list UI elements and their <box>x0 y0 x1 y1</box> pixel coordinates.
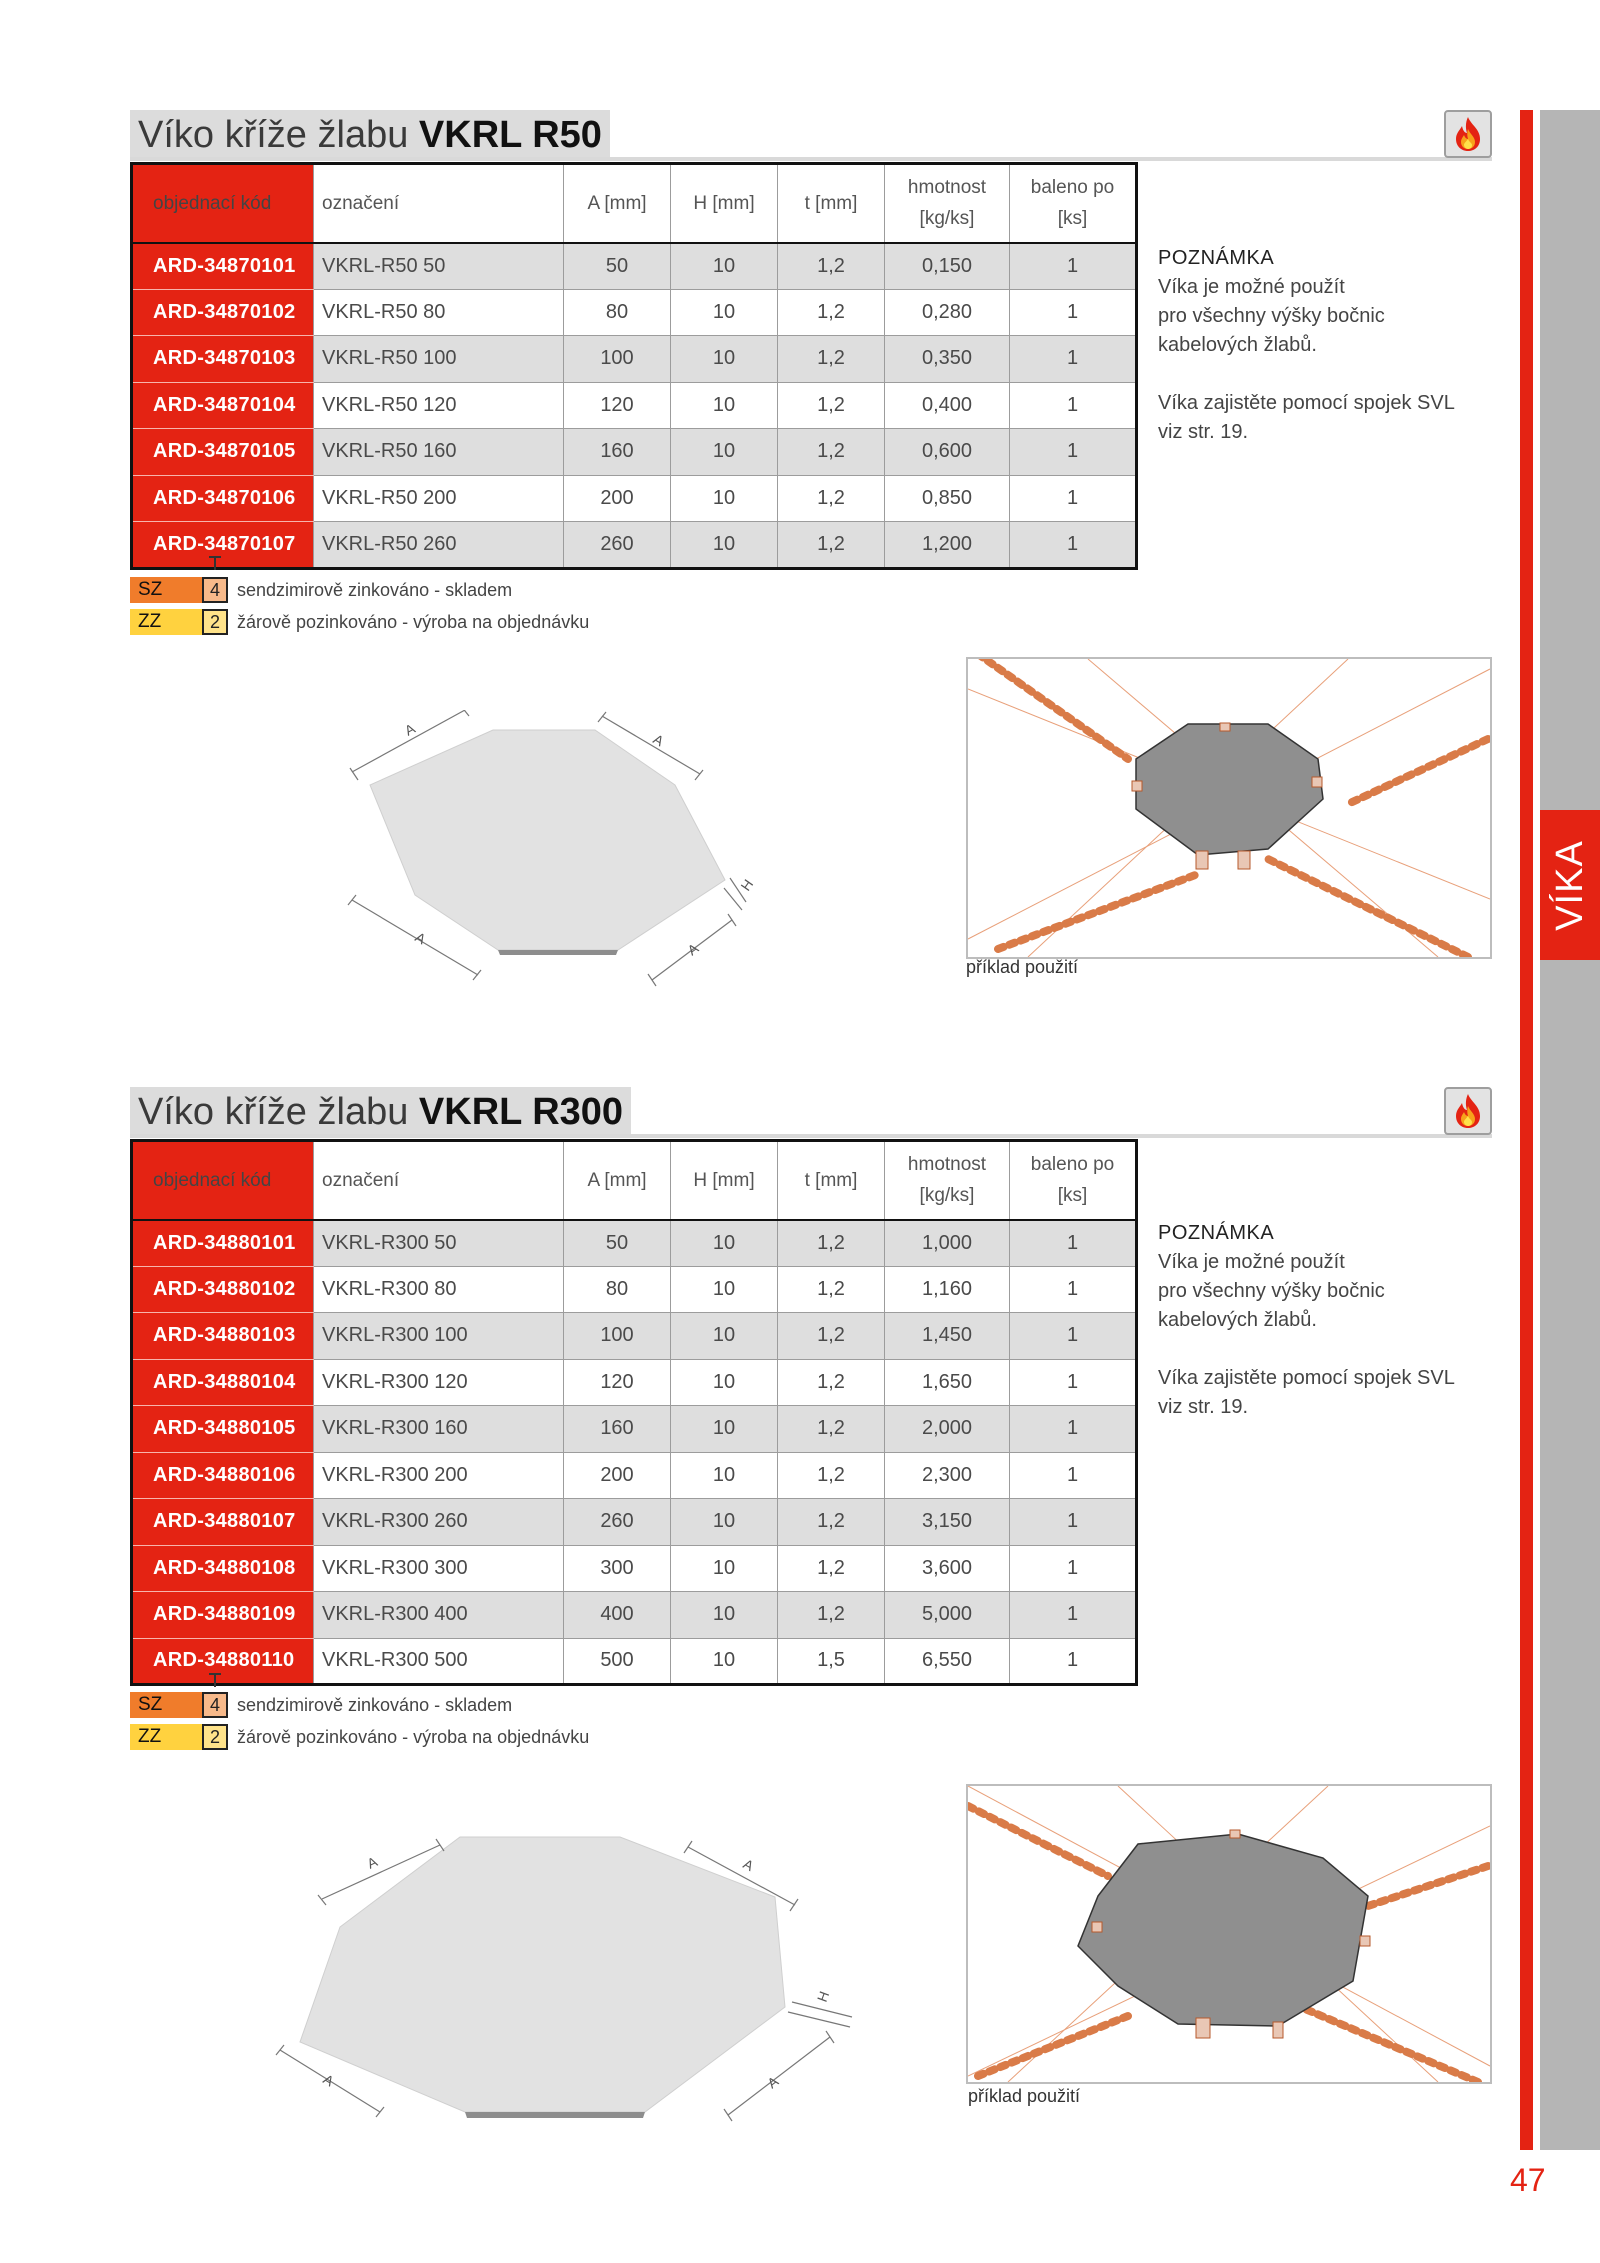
legend-sz <box>130 1692 512 1718</box>
cell-pack: 1 <box>1010 1545 1137 1592</box>
note-line: Víka zajistěte pomocí spojek SVL <box>1158 392 1455 414</box>
cell-name: VKRL-R300 120 <box>314 1359 564 1406</box>
dim-label-h: H <box>813 1989 833 2005</box>
cell-pack: 1 <box>1010 336 1137 383</box>
cell-t: 1,2 <box>778 522 885 569</box>
cell-pack: 1 <box>1010 243 1137 290</box>
col-header-weight: hmotnost [kg/ks] <box>885 164 1010 243</box>
side-grey-bar <box>1540 110 1600 2150</box>
cell-t: 1,2 <box>778 1406 885 1453</box>
legend-sz-key: SZ <box>130 1692 203 1718</box>
col-header-name: označení <box>314 164 564 243</box>
cell-h: 10 <box>671 1499 778 1546</box>
col-header-a: A [mm] <box>564 164 671 243</box>
cell-h: 10 <box>671 1592 778 1639</box>
cell-pack: 1 <box>1010 1313 1137 1360</box>
cell-t: 1,2 <box>778 1592 885 1639</box>
cell-pack: 1 <box>1010 1638 1137 1685</box>
dim-label-a: A <box>684 939 702 959</box>
table-row[interactable] <box>132 1638 1137 1685</box>
legend-zz-key: ZZ <box>130 1724 203 1750</box>
cell-t: 1,2 <box>778 1499 885 1546</box>
dim-label-a: A <box>650 730 667 750</box>
cell-t: 1,5 <box>778 1638 885 1685</box>
cell-code: ARD-34870104 <box>132 382 314 429</box>
cell-t: 1,2 <box>778 429 885 476</box>
cell-code: ARD-34880105 <box>132 1406 314 1453</box>
cell-h: 10 <box>671 243 778 290</box>
cell-h: 10 <box>671 1313 778 1360</box>
legend-zz-stock: 2 <box>202 1724 228 1750</box>
usage-example-image <box>966 1784 1492 2084</box>
cell-code: ARD-34880102 <box>132 1266 314 1313</box>
note-line: pro všechny výšky bočnic <box>1158 1280 1385 1302</box>
col-header-pack: baleno po [ks] <box>1010 164 1137 243</box>
cell-t: 1,2 <box>778 1313 885 1360</box>
cell-weight: 1,650 <box>885 1359 1010 1406</box>
side-accent-bar <box>1520 110 1533 2150</box>
cell-code: ARD-34880108 <box>132 1545 314 1592</box>
note-line: Víka zajistěte pomocí spojek SVL <box>1158 1367 1455 1389</box>
cell-t: 1,2 <box>778 475 885 522</box>
table-header-row <box>132 1141 1137 1220</box>
usage-example-image <box>966 657 1492 959</box>
cell-code: ARD-34880110 <box>132 1638 314 1685</box>
cell-a: 50 <box>564 1220 671 1267</box>
cell-pack: 1 <box>1010 1359 1137 1406</box>
table-row[interactable] <box>132 1592 1137 1639</box>
cell-h: 10 <box>671 382 778 429</box>
cell-a: 50 <box>564 243 671 290</box>
photo-caption: příklad použití <box>966 957 1079 977</box>
cell-name: VKRL-R300 160 <box>314 1406 564 1453</box>
cell-h: 10 <box>671 1452 778 1499</box>
photo-caption: příklad použití <box>968 2086 1081 2106</box>
cell-code: ARD-34880103 <box>132 1313 314 1360</box>
cell-code: ARD-34870101 <box>132 243 314 290</box>
table-row[interactable] <box>132 1406 1137 1453</box>
cell-weight: 0,150 <box>885 243 1010 290</box>
cell-pack: 1 <box>1010 429 1137 476</box>
side-tab-label: VÍKA <box>1548 839 1591 931</box>
cell-pack: 1 <box>1010 1592 1137 1639</box>
legend-marker <box>214 1673 216 1687</box>
cover-technical-drawing <box>270 1827 870 2147</box>
dim-label-a: A <box>364 1853 380 1872</box>
cell-h: 10 <box>671 475 778 522</box>
cell-a: 80 <box>564 289 671 336</box>
table-row[interactable] <box>132 475 1137 522</box>
section-vkrl-r50 <box>0 110 1520 1010</box>
cell-weight: 0,280 <box>885 289 1010 336</box>
note-line: pro všechny výšky bočnic <box>1158 305 1385 327</box>
legend-zz-key: ZZ <box>130 609 203 635</box>
cell-name: VKRL-R50 160 <box>314 429 564 476</box>
cell-name: VKRL-R300 260 <box>314 1499 564 1546</box>
table-header-row <box>132 164 1137 243</box>
cell-name: VKRL-R300 300 <box>314 1545 564 1592</box>
cell-code: ARD-34870105 <box>132 429 314 476</box>
cover-technical-drawing <box>330 710 800 1010</box>
cell-name: VKRL-R300 50 <box>314 1220 564 1267</box>
fire-icon <box>1444 1087 1492 1135</box>
cell-name: VKRL-R50 50 <box>314 243 564 290</box>
cell-pack: 1 <box>1010 522 1137 569</box>
title-underline <box>130 157 1492 161</box>
cell-a: 200 <box>564 475 671 522</box>
cell-t: 1,2 <box>778 336 885 383</box>
cell-name: VKRL-R50 100 <box>314 336 564 383</box>
cell-name: VKRL-R50 80 <box>314 289 564 336</box>
cell-t: 1,2 <box>778 243 885 290</box>
cell-weight: 2,000 <box>885 1406 1010 1453</box>
cell-a: 300 <box>564 1545 671 1592</box>
cell-code: ARD-34880106 <box>132 1452 314 1499</box>
cell-name: VKRL-R300 100 <box>314 1313 564 1360</box>
side-tab-vika[interactable] <box>1540 810 1600 960</box>
table-row[interactable] <box>132 382 1137 429</box>
product-table <box>130 1139 1138 1686</box>
note-title: POZNÁMKA <box>1158 1222 1275 1244</box>
dim-label-h: H <box>737 876 757 894</box>
cell-a: 120 <box>564 1359 671 1406</box>
cell-h: 10 <box>671 1220 778 1267</box>
col-header-code: objednací kód <box>132 164 314 243</box>
cell-pack: 1 <box>1010 1452 1137 1499</box>
table-row[interactable] <box>132 1359 1137 1406</box>
cell-t: 1,2 <box>778 1452 885 1499</box>
cell-code: ARD-34880104 <box>132 1359 314 1406</box>
cell-a: 120 <box>564 382 671 429</box>
col-header-t: t [mm] <box>778 1141 885 1220</box>
cell-t: 1,2 <box>778 1266 885 1313</box>
legend-marker <box>214 556 216 570</box>
note-line: viz str. 19. <box>1158 421 1249 443</box>
cell-h: 10 <box>671 1638 778 1685</box>
note-line: viz str. 19. <box>1158 1396 1249 1418</box>
cell-t: 1,2 <box>778 1359 885 1406</box>
cell-name: VKRL-R300 80 <box>314 1266 564 1313</box>
legend-sz-stock: 4 <box>202 1692 228 1718</box>
cell-name: VKRL-R50 260 <box>314 522 564 569</box>
cell-a: 500 <box>564 1638 671 1685</box>
cell-weight: 1,450 <box>885 1313 1010 1360</box>
legend-sz-desc: sendzimirově zinkováno - skladem <box>237 579 513 600</box>
legend-sz-key: SZ <box>130 577 203 603</box>
table-row[interactable] <box>132 522 1137 569</box>
table-row[interactable] <box>132 429 1137 476</box>
cell-weight: 0,600 <box>885 429 1010 476</box>
col-header-h: H [mm] <box>671 1141 778 1220</box>
section-vkrl-r300 <box>0 1087 1520 2147</box>
page-number: 47 <box>1510 2162 1546 2198</box>
dim-label-a: A <box>320 2070 337 2090</box>
cell-weight: 0,400 <box>885 382 1010 429</box>
cell-name: VKRL-R300 500 <box>314 1638 564 1685</box>
cell-weight: 3,150 <box>885 1499 1010 1546</box>
col-header-pack: baleno po [ks] <box>1010 1141 1137 1220</box>
cell-name: VKRL-R50 200 <box>314 475 564 522</box>
table-row[interactable] <box>132 1266 1137 1313</box>
legend-zz-desc: žárově pozinkováno - výroba na objednávku <box>237 1726 590 1747</box>
cell-code: ARD-34870107 <box>132 522 314 569</box>
note-block <box>1158 1219 1498 1422</box>
table-row[interactable] <box>132 243 1137 290</box>
note-title: POZNÁMKA <box>1158 247 1275 269</box>
table-row[interactable] <box>132 289 1137 336</box>
cell-code: ARD-34870103 <box>132 336 314 383</box>
table-row[interactable] <box>132 1499 1137 1546</box>
cell-h: 10 <box>671 336 778 383</box>
dim-label-a: A <box>401 720 418 739</box>
cell-weight: 1,160 <box>885 1266 1010 1313</box>
cell-pack: 1 <box>1010 1220 1137 1267</box>
cell-a: 160 <box>564 1406 671 1453</box>
cell-a: 400 <box>564 1592 671 1639</box>
table-row[interactable] <box>132 1313 1137 1360</box>
cell-h: 10 <box>671 429 778 476</box>
cell-pack: 1 <box>1010 1499 1137 1546</box>
col-header-h: H [mm] <box>671 164 778 243</box>
cell-weight: 2,300 <box>885 1452 1010 1499</box>
cell-t: 1,2 <box>778 1220 885 1267</box>
cell-code: ARD-34870106 <box>132 475 314 522</box>
section-title: Víko kříže žlabu VKRL R300 <box>130 1087 631 1135</box>
table-row[interactable] <box>132 1220 1137 1267</box>
col-header-a: A [mm] <box>564 1141 671 1220</box>
cell-code: ARD-34880107 <box>132 1499 314 1546</box>
cell-weight: 1,200 <box>885 522 1010 569</box>
cell-h: 10 <box>671 1406 778 1453</box>
table-row[interactable] <box>132 1545 1137 1592</box>
cell-a: 100 <box>564 336 671 383</box>
col-header-weight: hmotnost [kg/ks] <box>885 1141 1010 1220</box>
note-line: kabelových žlabů. <box>1158 1309 1317 1331</box>
cell-a: 260 <box>564 1499 671 1546</box>
cell-a: 160 <box>564 429 671 476</box>
table-row[interactable] <box>132 1452 1137 1499</box>
cell-pack: 1 <box>1010 475 1137 522</box>
note-block <box>1158 244 1498 447</box>
cell-weight: 5,000 <box>885 1592 1010 1639</box>
cell-a: 200 <box>564 1452 671 1499</box>
cell-code: ARD-34870102 <box>132 289 314 336</box>
legend-zz-stock: 2 <box>202 609 228 635</box>
col-header-name: označení <box>314 1141 564 1220</box>
cell-t: 1,2 <box>778 1545 885 1592</box>
title-underline <box>130 1134 1492 1138</box>
legend-zz <box>130 1724 589 1750</box>
cell-h: 10 <box>671 522 778 569</box>
table-row[interactable] <box>132 336 1137 383</box>
note-line: Víka je možné použít <box>1158 276 1345 298</box>
cell-t: 1,2 <box>778 382 885 429</box>
cell-weight: 3,600 <box>885 1545 1010 1592</box>
note-line: kabelových žlabů. <box>1158 334 1317 356</box>
legend-zz-desc: žárově pozinkováno - výroba na objednávku <box>237 611 590 632</box>
dim-label-a: A <box>764 2072 782 2092</box>
cell-h: 10 <box>671 1359 778 1406</box>
cell-h: 10 <box>671 289 778 336</box>
dim-label-a: A <box>412 928 429 948</box>
cell-weight: 1,000 <box>885 1220 1010 1267</box>
cell-pack: 1 <box>1010 289 1137 336</box>
cell-pack: 1 <box>1010 1406 1137 1453</box>
legend-sz-desc: sendzimirově zinkováno - skladem <box>237 1694 513 1715</box>
cell-t: 1,2 <box>778 289 885 336</box>
cell-name: VKRL-R300 200 <box>314 1452 564 1499</box>
col-header-t: t [mm] <box>778 164 885 243</box>
cell-weight: 6,550 <box>885 1638 1010 1685</box>
legend-zz <box>130 609 589 635</box>
fire-icon <box>1444 110 1492 158</box>
cell-name: VKRL-R50 120 <box>314 382 564 429</box>
cell-name: VKRL-R300 400 <box>314 1592 564 1639</box>
cell-h: 10 <box>671 1545 778 1592</box>
product-table <box>130 162 1138 570</box>
cell-a: 260 <box>564 522 671 569</box>
cell-weight: 0,850 <box>885 475 1010 522</box>
cell-a: 80 <box>564 1266 671 1313</box>
section-title: Víko kříže žlabu VKRL R50 <box>130 110 610 158</box>
cell-code: ARD-34880109 <box>132 1592 314 1639</box>
cell-h: 10 <box>671 1266 778 1313</box>
cell-a: 100 <box>564 1313 671 1360</box>
cell-pack: 1 <box>1010 1266 1137 1313</box>
legend-sz <box>130 577 512 603</box>
note-line: Víka je možné použít <box>1158 1251 1345 1273</box>
legend-sz-stock: 4 <box>202 577 228 603</box>
cell-code: ARD-34880101 <box>132 1220 314 1267</box>
col-header-code: objednací kód <box>132 1141 314 1220</box>
cell-weight: 0,350 <box>885 336 1010 383</box>
cell-pack: 1 <box>1010 382 1137 429</box>
dim-label-a: A <box>740 1855 757 1875</box>
